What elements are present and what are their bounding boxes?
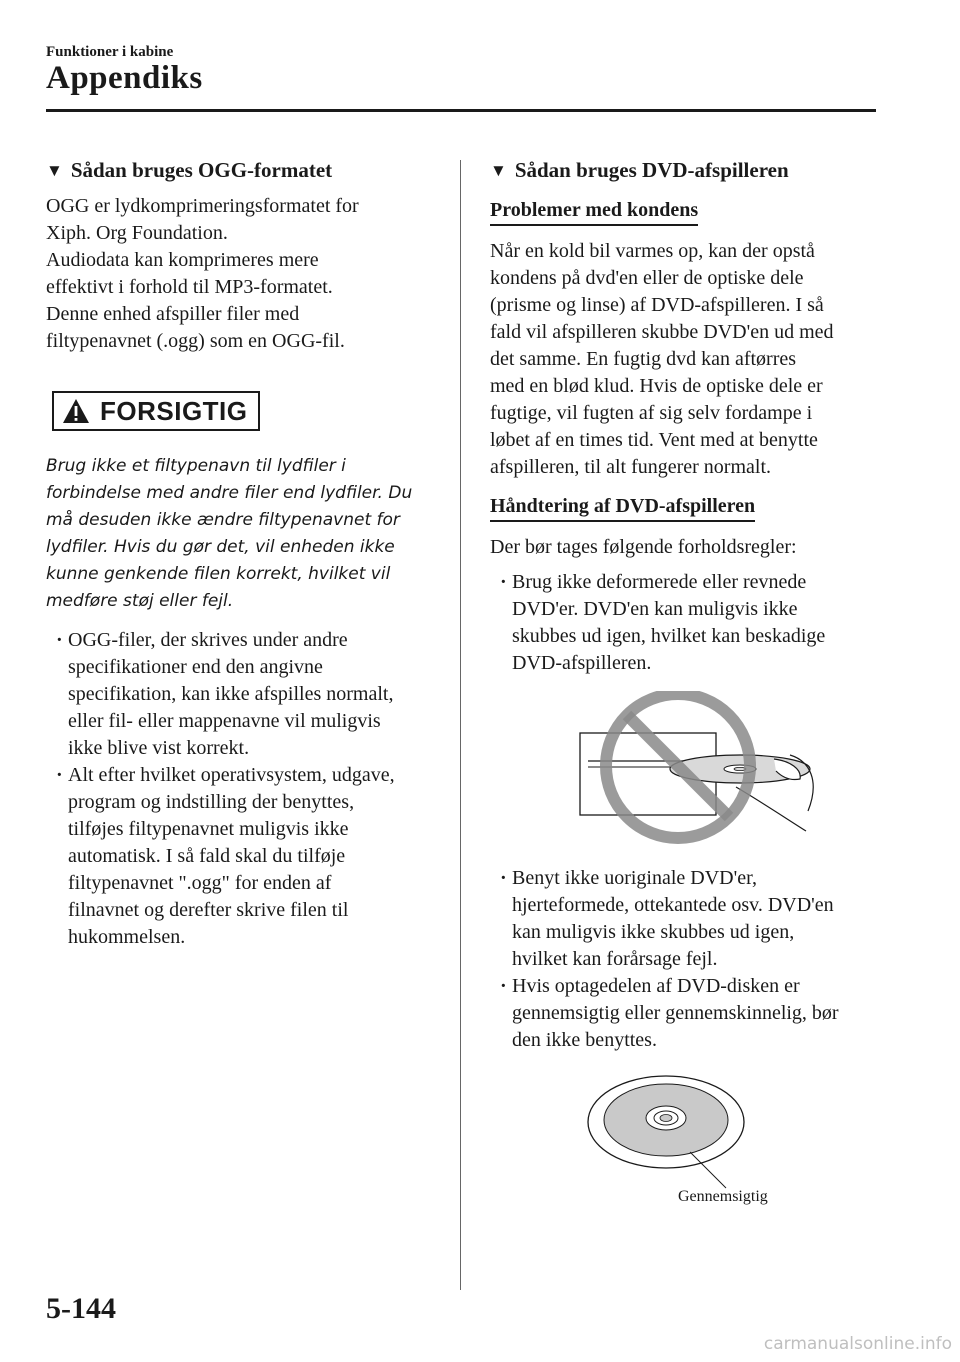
subheading-handling: Håndtering af DVD-afspilleren <box>490 495 755 522</box>
text-line: forbindelse med andre filer end lydfiler. Du <box>46 483 413 503</box>
text-line: Alt efter hvilket operativsystem, udgave, <box>68 764 395 786</box>
list-item <box>500 865 882 973</box>
no-deformed-disc-illustration <box>490 691 882 851</box>
text-line: tilføjes filtypenavnet muligvis ikke <box>68 818 349 840</box>
subheading-condensation: Problemer med kondens <box>490 199 698 226</box>
section-heading-ogg <box>46 158 438 183</box>
text-line: eller fil- eller mappenavne vil muligvis <box>68 710 381 732</box>
section-label: Funktioner i kabine <box>46 44 174 60</box>
text-line: det samme. En fugtig dvd kan aftørres <box>490 348 797 370</box>
page-number: 5-144 <box>46 1292 116 1325</box>
text-line: OGG er lydkomprimeringsformatet for <box>46 195 359 217</box>
text-line: skubbes ud igen, hvilket kan beskadige <box>512 625 826 647</box>
text-line: hjerteformede, ottekantede osv. DVD'en <box>512 894 834 916</box>
text-line: gennemsigtig eller gennemskinnelig, bør <box>512 1002 839 1024</box>
text-line: automatisk. I så fald skal du tilføje <box>68 845 346 867</box>
text-line: DVD-afspilleren. <box>512 652 652 674</box>
text-line: medføre støj eller fejl. <box>46 591 234 611</box>
caution-box <box>52 391 260 431</box>
text-line: løbet af en times tid. Vent med at benytte <box>490 429 818 451</box>
caution-text <box>46 453 438 615</box>
right-column <box>490 158 882 1210</box>
column-divider <box>460 160 461 1290</box>
text-line: kan muligvis ikke skubbes ud igen, <box>512 921 795 943</box>
warning-triangle-icon <box>62 398 90 424</box>
triangle-down-icon: ▼ <box>490 160 507 180</box>
figure-no-deformed-disc <box>490 691 882 851</box>
triangle-down-icon: ▼ <box>46 160 63 180</box>
text-line: må desuden ikke ændre filtypenavnet for <box>46 510 400 530</box>
text-line: Når en kold bil varmes op, kan der opstå <box>490 240 815 262</box>
list-item <box>500 973 882 1054</box>
text-line: afspilleren, til alt fungerer normalt. <box>490 456 772 478</box>
page-title: Appendiks <box>46 60 203 96</box>
text-line: fald vil afspilleren skubbe DVD'en ud med <box>490 321 834 343</box>
disc-label: Gennemsigtig <box>678 1188 768 1205</box>
text-line: filtypenavnet ".ogg" for enden af <box>68 872 332 894</box>
text-line: kunne genkende filen korrekt, hvilket vil <box>46 564 391 584</box>
text-line: specifikation, kan ikke afspilles normalt, <box>68 683 394 705</box>
caution-label: FORSIGTIG <box>100 395 248 426</box>
text-line: hvilket kan forårsage fejl. <box>512 948 718 970</box>
ogg-bullet-list <box>56 627 438 951</box>
intro-paragraph <box>46 193 438 355</box>
text-line: hukommelsen. <box>68 926 186 948</box>
text-line: effektivt i forhold til MP3-formatet. <box>46 276 333 298</box>
watermark: carmanualsonline.info <box>763 1334 952 1354</box>
text-line: Brug ikke et filtypenavn til lydfiler i <box>46 456 346 476</box>
text-line: filtypenavnet (.ogg) som en OGG-fil. <box>46 330 345 352</box>
left-column <box>46 158 438 951</box>
figure-transparent-disc <box>490 1060 882 1210</box>
text-line: fugtige, vil fugten af sig selv fordampe i <box>490 402 813 424</box>
dvd-bullet-list-1 <box>500 569 882 677</box>
header-rule <box>46 109 876 112</box>
text-line: (prisme og linse) af DVD-afspilleren. I så <box>490 294 824 316</box>
text-line: OGG-filer, der skrives under andre <box>68 629 348 651</box>
condensation-paragraph <box>490 238 882 481</box>
text-line: lydfiler. Hvis du gør det, vil enheden ikke <box>46 537 395 557</box>
text-line: Hvis optagedelen af DVD-disken er <box>512 975 800 997</box>
section-heading-text: Sådan bruges OGG-formatet <box>70 158 333 182</box>
text-line: Brug ikke deformerede eller revnede <box>512 571 807 593</box>
text-line: ikke blive vist korrekt. <box>68 737 250 759</box>
dvd-bullet-list-2 <box>500 865 882 1054</box>
text-line: med en blød klud. Hvis de optiske dele er <box>490 375 823 397</box>
text-line: den ikke benyttes. <box>512 1029 657 1051</box>
text-line: Denne enhed afspiller filer med <box>46 303 300 325</box>
text-line: Audiodata kan komprimeres mere <box>46 249 319 271</box>
text-line: filnavnet og derefter skrive filen til <box>68 899 349 921</box>
handling-intro: Der bør tages følgende forholdsregler: <box>490 536 797 558</box>
text-line: Xiph. Org Foundation. <box>46 222 228 244</box>
text-line: specifikationer end den angivne <box>68 656 323 678</box>
section-heading-text: Sådan bruges DVD-afspilleren <box>514 158 789 182</box>
list-item <box>56 627 438 762</box>
text-line: DVD'er. DVD'en kan muligvis ikke <box>512 598 798 620</box>
text-line: program og indstilling der benyttes, <box>68 791 355 813</box>
list-item <box>500 569 882 677</box>
text-line: Benyt ikke uoriginale DVD'er, <box>512 867 757 889</box>
text-line: kondens på dvd'en eller de optiske dele <box>490 267 804 289</box>
list-item <box>56 762 438 951</box>
section-heading-dvd <box>490 158 882 183</box>
